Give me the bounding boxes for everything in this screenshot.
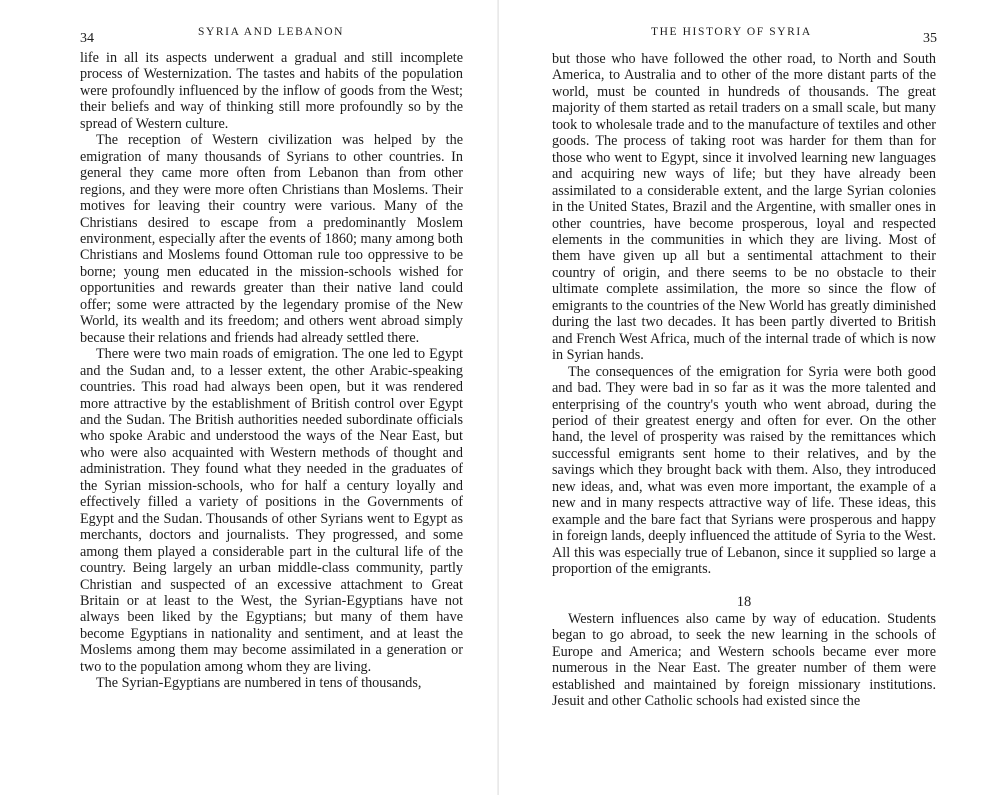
running-head: SYRIA AND LEBANON — [198, 26, 345, 38]
paragraph: The Syrian-Egyptians are numbered in tens of thousands, — [96, 675, 422, 692]
paragraph: but those who have followed the other road, to North and South America, to Australia and to other of the more distant parts of the world, must be counted in hundreds of thousands. The great majority of them started as retail traders on a small scale, but many took to wholesale trade and to the manufacture of textiles and other goods. The process of taking root was harder for them than for those who went to Egypt, since it involved learning new languages and acquiring new ways of life; but they have already been assimilated to a considerable extent, and the large Syrian colonies in the United States, Brazil and the Argentine, with smaller ones in other countries, have become prosperous, loyal and respected elements in the communities in which they are living. Most of them have given up all but a sentimental attachment to their country of origin, and there seems to be no obstacle to their ultimate complete assimilation, the more so since the flow of emigrants to the countries of the New World has greatly diminished during the last two decades. It has been partly diverted to British and French West Africa, much of the internal trade of which is now in Syrian hands. — [552, 51, 936, 364]
paragraph: The consequences of the emigration for Syria were both good and bad. They were bad in so far as it was the more talented and enterprising of the country's youth who went abroad, during the period of their greatest energy and often for ever. On the other hand, the level of prosperity was raised by the remittances which successful emigrants sent home to their relatives, and by the savings which they brought back with them. Also, they introduced new ideas, and, what was even more important, the example of a new and in many respects attractive way of life. These ideas, this example and the bare fact that Syrians were prosperous and happy in foreign lands, deeply influenced the attitude of Syria to the West. All this was especially true of Lebanon, since it supplied so large a proportion of the emigrants. — [552, 363, 936, 578]
text-column — [80, 50, 463, 692]
paragraph: The reception of Western civilization was helped by the emigration of many thousands of Syrians to other countries. In general they came more often from Lebanon than from other regions, and they were more often Christians than Moslems. Their motives for leaving their country were various. Many of the Christians desired to escape from a predominantly Moslem environment, especially after the events of 1860; many among both Christians and Moslems found Ottoman rule too oppressive to be borne; young men educated in the mission-schools wished for opportunities and rewards greater than their native land could offer; some were attracted by the legendary promise of the New World, its wealth and its freedom; and others went abroad simply because their relations and friends had already settled there. — [80, 132, 463, 346]
paragraph: Western influences also came by way of education. Students began to go abroad, to seek the new learning in the schools of Europe and America; and Western schools became ever more numerous in the Near East. The greater number of them were established and maintained by foreign missionary institutions. Jesuit and other Catholic schools had existed since the — [552, 610, 936, 710]
paragraph: life in all its aspects underwent a gradual and still incomplete process of Westernization. The tastes and habits of the population were profoundly influenced by the inflow of goods from the West; their beliefs and way of thinking still more profoundly so by the spread of Western culture. — [80, 50, 463, 132]
page-number: 34 — [80, 31, 94, 46]
right-page — [499, 0, 998, 795]
running-head: THE HISTORY OF SYRIA — [651, 26, 812, 38]
paragraph: There were two main roads of emigration. The one led to Egypt and the Sudan and, to a lesser extent, the other Arabic-speaking countries. This road had always been open, but it was rendered more attractive by the establishment of British control over Egypt and the Sudan. The British authorities needed subordinate officials who spoke Arabic and understood the ways of the Near East, but who were also acquainted with Western methods of thought and administration. They found what they needed in the graduates of the Syrian mission-schools, who for half a century loyally and effectively filled a variety of positions in the Governments of Egypt and the Sudan. Thousands of other Syrians went to Egypt as merchants, doctors and journalists. They progressed, and some among them played a considerable part in the cultural life of the country. Being largely an urban middle-class community, partly Christian and suspected of an excessive attachment to Great Britain or at least to the West, the Syrian-Egyptians have not always been liked by the Egyptians; but many of them have become Egyptians in nationality and sentiment, and at least the Moslems among them may become assimilated in a generation or two to the population among whom they are living. — [80, 346, 463, 675]
page-number: 35 — [923, 31, 937, 46]
text-column — [552, 51, 936, 710]
section-number: 18 — [736, 593, 752, 610]
